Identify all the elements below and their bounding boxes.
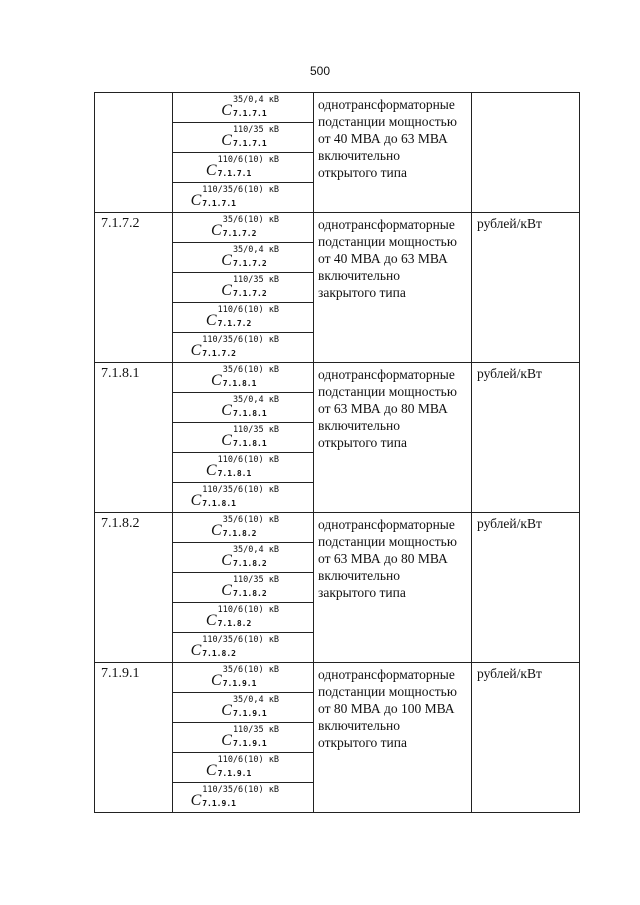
symbol-base: C [205, 612, 217, 629]
symbol-superscript: 110/6(10) кВ [217, 305, 279, 315]
description-line: от 40 МВА до 63 МВА [318, 251, 448, 266]
symbol-subscript: 7.1.9.1 [232, 739, 267, 748]
rate-symbol [221, 725, 279, 749]
symbol-superscript: 35/6(10) кВ [222, 515, 279, 525]
symbol-subscript: 7.1.8.2 [217, 619, 252, 628]
item-description [314, 663, 472, 813]
rate-symbol [221, 425, 279, 449]
symbol-subscript: 7.1.7.1 [232, 139, 267, 148]
symbol-base: C [221, 252, 232, 269]
item-description [314, 513, 472, 663]
rate-symbol-cell [173, 693, 314, 723]
symbol-subscript: 7.1.9.1 [232, 709, 267, 718]
item-unit: рублей/кВт [472, 363, 580, 513]
item-description [314, 93, 472, 213]
symbol-superscript: 35/6(10) кВ [222, 365, 279, 375]
symbol-superscript: 35/0,4 кВ [232, 95, 279, 105]
table-body [95, 93, 580, 813]
symbol-subscript: 7.1.7.1 [217, 169, 252, 178]
symbol-subscript: 7.1.8.1 [202, 499, 236, 508]
rate-symbol-cell [173, 123, 314, 153]
symbol-subscript: 7.1.8.2 [232, 559, 267, 568]
description-line: включительно [318, 148, 401, 163]
description-line: от 40 МВА до 63 МВА [318, 131, 448, 146]
table-row [95, 663, 580, 693]
symbol-superscript: 35/6(10) кВ [222, 215, 279, 225]
symbol-subscript: 7.1.8.2 [222, 529, 257, 538]
rate-symbol [211, 665, 279, 689]
rate-symbol-cell [173, 543, 314, 573]
symbol-superscript: 110/35/6(10) кВ [202, 485, 279, 495]
symbol-superscript: 110/35 кВ [232, 425, 279, 435]
symbol-subscript: 7.1.8.1 [217, 469, 252, 478]
symbol-superscript: 110/6(10) кВ [217, 755, 279, 765]
description-line: однотрансформаторные [318, 367, 455, 382]
symbol-base: C [211, 522, 222, 539]
rate-symbol [221, 545, 279, 569]
rate-symbol [206, 155, 279, 179]
rate-symbol-cell [173, 663, 314, 693]
rate-symbol [221, 245, 279, 269]
symbol-subscript: 7.1.8.1 [222, 379, 257, 388]
item-number: 7.1.7.2 [95, 213, 173, 363]
symbol-base: C [190, 342, 202, 359]
symbol-superscript: 110/35 кВ [232, 125, 279, 135]
symbol-superscript: 110/6(10) кВ [217, 455, 279, 465]
item-number [95, 93, 173, 213]
rate-symbol-cell [173, 783, 314, 813]
rate-symbol [221, 275, 279, 299]
symbol-base: C [221, 432, 232, 449]
rate-symbol [206, 755, 279, 779]
symbol-superscript: 35/0,4 кВ [232, 395, 279, 405]
rate-symbol-cell [173, 273, 314, 303]
symbol-superscript: 35/0,4 кВ [232, 545, 279, 555]
item-unit [472, 93, 580, 213]
symbol-base: C [221, 552, 232, 569]
rate-symbol-cell [173, 603, 314, 633]
rate-symbol-cell [173, 213, 314, 243]
symbol-base: C [221, 102, 232, 119]
symbol-base: C [221, 702, 232, 719]
symbol-base: C [221, 732, 232, 749]
rate-symbol-cell [173, 423, 314, 453]
description-line: подстанции мощностью [318, 384, 457, 399]
symbol-superscript: 110/35/6(10) кВ [202, 335, 279, 345]
symbol-base: C [221, 132, 232, 149]
description-line: однотрансформаторные [318, 667, 455, 682]
description-line: закрытого типа [318, 285, 406, 300]
symbol-base: C [211, 372, 222, 389]
symbol-subscript: 7.1.7.2 [232, 259, 267, 268]
rate-symbol-cell [173, 753, 314, 783]
rate-symbol [221, 95, 279, 119]
symbol-base: C [190, 192, 202, 209]
rate-symbol-cell [173, 363, 314, 393]
table-row [95, 363, 580, 393]
item-description [314, 363, 472, 513]
description-line: подстанции мощностью [318, 234, 457, 249]
page-number: 500 [309, 64, 331, 78]
symbol-subscript: 7.1.8.2 [232, 589, 267, 598]
rate-symbol-cell [173, 723, 314, 753]
symbol-subscript: 7.1.9.1 [222, 679, 257, 688]
rate-symbol [191, 485, 279, 509]
rate-symbol [211, 365, 279, 389]
symbol-superscript: 110/35 кВ [232, 275, 279, 285]
rate-symbol-cell [173, 513, 314, 543]
description-line: закрытого типа [318, 585, 406, 600]
symbol-superscript: 110/35/6(10) кВ [202, 785, 279, 795]
symbol-subscript: 7.1.8.1 [232, 439, 267, 448]
rate-symbol-cell [173, 393, 314, 423]
symbol-subscript: 7.1.7.2 [222, 229, 257, 238]
rate-symbol-cell [173, 183, 314, 213]
description-line: включительно [318, 568, 401, 583]
table-row [95, 213, 580, 243]
description-line: открытого типа [318, 735, 407, 750]
description-line: однотрансформаторные [318, 97, 455, 112]
symbol-subscript: 7.1.7.2 [232, 289, 267, 298]
rate-symbol-cell [173, 303, 314, 333]
rate-symbol-cell [173, 573, 314, 603]
symbol-subscript: 7.1.9.1 [217, 769, 252, 778]
table-row [95, 513, 580, 543]
description-line: включительно [318, 718, 401, 733]
symbol-base: C [211, 672, 222, 689]
rate-symbol-cell [173, 633, 314, 663]
item-number: 7.1.9.1 [95, 663, 173, 813]
rate-symbol [221, 125, 279, 149]
rate-symbol [191, 785, 279, 809]
rate-symbol-cell [173, 483, 314, 513]
symbol-base: C [211, 222, 222, 239]
symbol-superscript: 35/0,4 кВ [232, 245, 279, 255]
description-line: от 63 МВА до 80 МВА [318, 401, 448, 416]
symbol-superscript: 110/35 кВ [232, 575, 279, 585]
symbol-subscript: 7.1.8.1 [232, 409, 267, 418]
symbol-superscript: 110/35/6(10) кВ [202, 635, 279, 645]
description-line: включительно [318, 418, 401, 433]
symbol-superscript: 110/6(10) кВ [217, 605, 279, 615]
rate-symbol [206, 605, 279, 629]
symbol-superscript: 110/35 кВ [232, 725, 279, 735]
symbol-base: C [221, 402, 232, 419]
symbol-base: C [205, 762, 217, 779]
item-unit: рублей/кВт [472, 513, 580, 663]
rate-symbol [206, 305, 279, 329]
rate-symbol-cell [173, 153, 314, 183]
description-line: от 63 МВА до 80 МВА [318, 551, 448, 566]
symbol-base: C [221, 282, 232, 299]
symbol-base: C [221, 582, 232, 599]
rate-symbol [211, 515, 279, 539]
description-line: открытого типа [318, 165, 407, 180]
symbol-base: C [190, 492, 202, 509]
symbol-subscript: 7.1.9.1 [202, 799, 236, 808]
rate-symbol [191, 185, 279, 209]
description-line: включительно [318, 268, 401, 283]
description-line: подстанции мощностью [318, 684, 457, 699]
item-number: 7.1.8.2 [95, 513, 173, 663]
table-row [95, 93, 580, 123]
description-line: однотрансформаторные [318, 217, 455, 232]
symbol-base: C [205, 312, 217, 329]
symbol-subscript: 7.1.7.1 [202, 199, 236, 208]
rate-symbol [221, 575, 279, 599]
symbol-superscript: 35/0,4 кВ [232, 695, 279, 705]
symbol-superscript: 110/35/6(10) кВ [202, 185, 279, 195]
symbol-base: C [190, 642, 202, 659]
rate-symbol [206, 455, 279, 479]
description-line: подстанции мощностью [318, 534, 457, 549]
symbol-subscript: 7.1.7.2 [202, 349, 236, 358]
rate-symbol [221, 395, 279, 419]
symbol-superscript: 110/6(10) кВ [217, 155, 279, 165]
item-number: 7.1.8.1 [95, 363, 173, 513]
description-line: подстанции мощностью [318, 114, 457, 129]
item-description [314, 213, 472, 363]
rate-symbol-cell [173, 93, 314, 123]
symbol-superscript: 35/6(10) кВ [222, 665, 279, 675]
tariff-table [94, 92, 580, 813]
rate-symbol [191, 635, 279, 659]
symbol-base: C [205, 462, 217, 479]
rate-symbol-cell [173, 333, 314, 363]
symbol-subscript: 7.1.7.2 [217, 319, 252, 328]
symbol-base: C [190, 792, 202, 809]
rate-symbol [221, 695, 279, 719]
description-line: однотрансформаторные [318, 517, 455, 532]
symbol-subscript: 7.1.7.1 [232, 109, 267, 118]
description-line: открытого типа [318, 435, 407, 450]
rate-symbol-cell [173, 243, 314, 273]
rate-symbol [191, 335, 279, 359]
symbol-base: C [205, 162, 217, 179]
symbol-subscript: 7.1.8.2 [202, 649, 236, 658]
rate-symbol [211, 215, 279, 239]
item-unit: рублей/кВт [472, 663, 580, 813]
item-unit: рублей/кВт [472, 213, 580, 363]
description-line: от 80 МВА до 100 МВА [318, 701, 455, 716]
rate-symbol-cell [173, 453, 314, 483]
